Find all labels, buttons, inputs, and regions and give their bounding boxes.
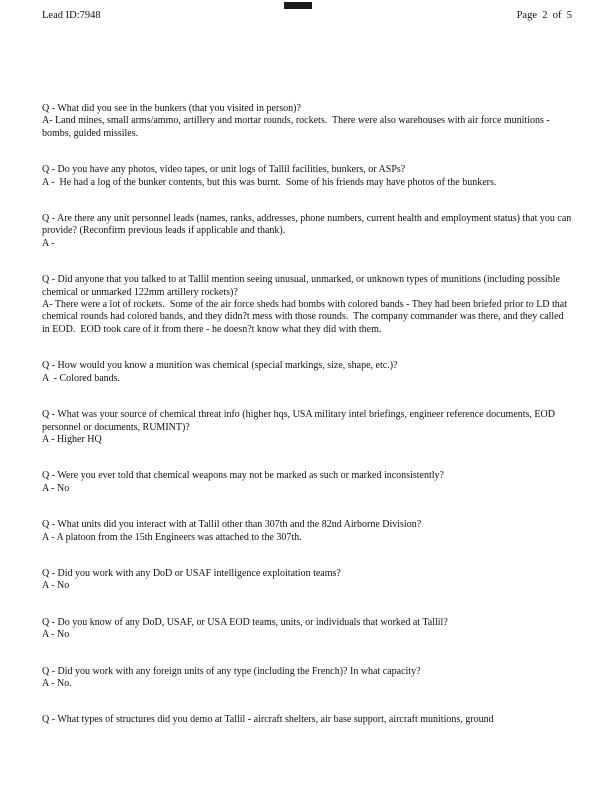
question-text: Q - How would you know a munition was chemical (special markings, size, shape, etc.)? bbox=[42, 360, 398, 372]
question-text: Q - What did you see in the bunkers (that you visited in person)? bbox=[42, 103, 301, 114]
document-body bbox=[42, 103, 572, 751]
qa-block bbox=[42, 470, 572, 495]
qa-block bbox=[42, 409, 572, 446]
qa-block bbox=[42, 519, 572, 544]
answer-text: A- There were a lot of rockets. Some of the air force sheds had bombs with colored bands - They had been briefed prior to LD that chemical rounds had colored bands, and they didn?t mess with those rounds. The company commander was there, and they called in EOD. EOD took care of it from there - he doesn?t know what they did with them. bbox=[42, 299, 570, 335]
qa-block bbox=[42, 568, 572, 593]
answer-text: A - bbox=[42, 237, 55, 249]
qa-block bbox=[42, 213, 572, 250]
qa-block bbox=[42, 714, 572, 726]
question-text: Q - Did you work with any foreign units of any type (including the French)? In what capacity? bbox=[42, 665, 421, 677]
answer-text: A - No. bbox=[42, 677, 72, 689]
question-text: Q - Did you work with any DoD or USAF intelligence exploitation teams? bbox=[42, 567, 341, 579]
qa-block bbox=[42, 103, 572, 140]
question-text: Q - Do you know of any DoD, USAF, or USA EOD teams, units, or individuals that worked at Tallil? bbox=[42, 616, 448, 628]
redaction-mark bbox=[284, 2, 312, 9]
answer-text: A - A platoon from the 15th Engineers was attached to the 307th. bbox=[42, 531, 302, 543]
question-text: Q - What types of structures did you demo at Tallil - aircraft shelters, air base support, aircraft munitions, ground bbox=[42, 714, 494, 726]
qa-block bbox=[42, 274, 572, 336]
question-text: Q - Were you ever told that chemical weapons may not be marked as such or marked inconsistently? bbox=[42, 470, 444, 482]
qa-block bbox=[42, 164, 572, 189]
qa-block bbox=[42, 360, 572, 385]
answer-text: A- Land mines, small arms/ammo, artillery and mortar rounds, rockets. There were also warehouses with air force munitions - bombs, guided missiles. bbox=[42, 115, 553, 139]
answer-text: A - Higher HQ bbox=[42, 433, 102, 445]
page-number-label: Page 2 of 5 bbox=[516, 10, 572, 21]
qa-block bbox=[42, 666, 572, 691]
answer-text: A - He had a log of the bunker contents, but this was burnt. Some of his friends may have photos of the bunkers. bbox=[42, 176, 497, 188]
answer-text: A - No bbox=[42, 482, 70, 494]
qa-block bbox=[42, 617, 572, 642]
question-text: Q - Did anyone that you talked to at Tallil mention seeing unusual, unmarked, or unknown types of munitions (including possible chemical or unmarked 122mm artillery rockets)? bbox=[42, 274, 563, 298]
page-header bbox=[42, 10, 572, 21]
question-text: Q - Do you have any photos, video tapes, or unit logs of Tallil facilities, bunkers, or ASPs? bbox=[42, 164, 406, 176]
answer-text: A - No bbox=[42, 629, 70, 641]
answer-text: A - No bbox=[42, 580, 70, 592]
question-text: Q - Are there any unit personnel leads (names, ranks, addresses, phone numbers, current health and employment status) that you can provide? (Reconfirm previous leads if applicable and thank). bbox=[42, 213, 574, 237]
lead-id-label: Lead ID:7948 bbox=[42, 10, 101, 21]
answer-text: A - Colored bands. bbox=[42, 372, 121, 384]
question-text: Q - What was your source of chemical threat info (higher hqs, USA military intel briefings, engineer reference documents, EOD personnel or documents, RUMINT)? bbox=[42, 409, 558, 433]
question-text: Q - What units did you interact with at Tallil other than 307th and the 82nd Airborne Division? bbox=[42, 519, 422, 531]
